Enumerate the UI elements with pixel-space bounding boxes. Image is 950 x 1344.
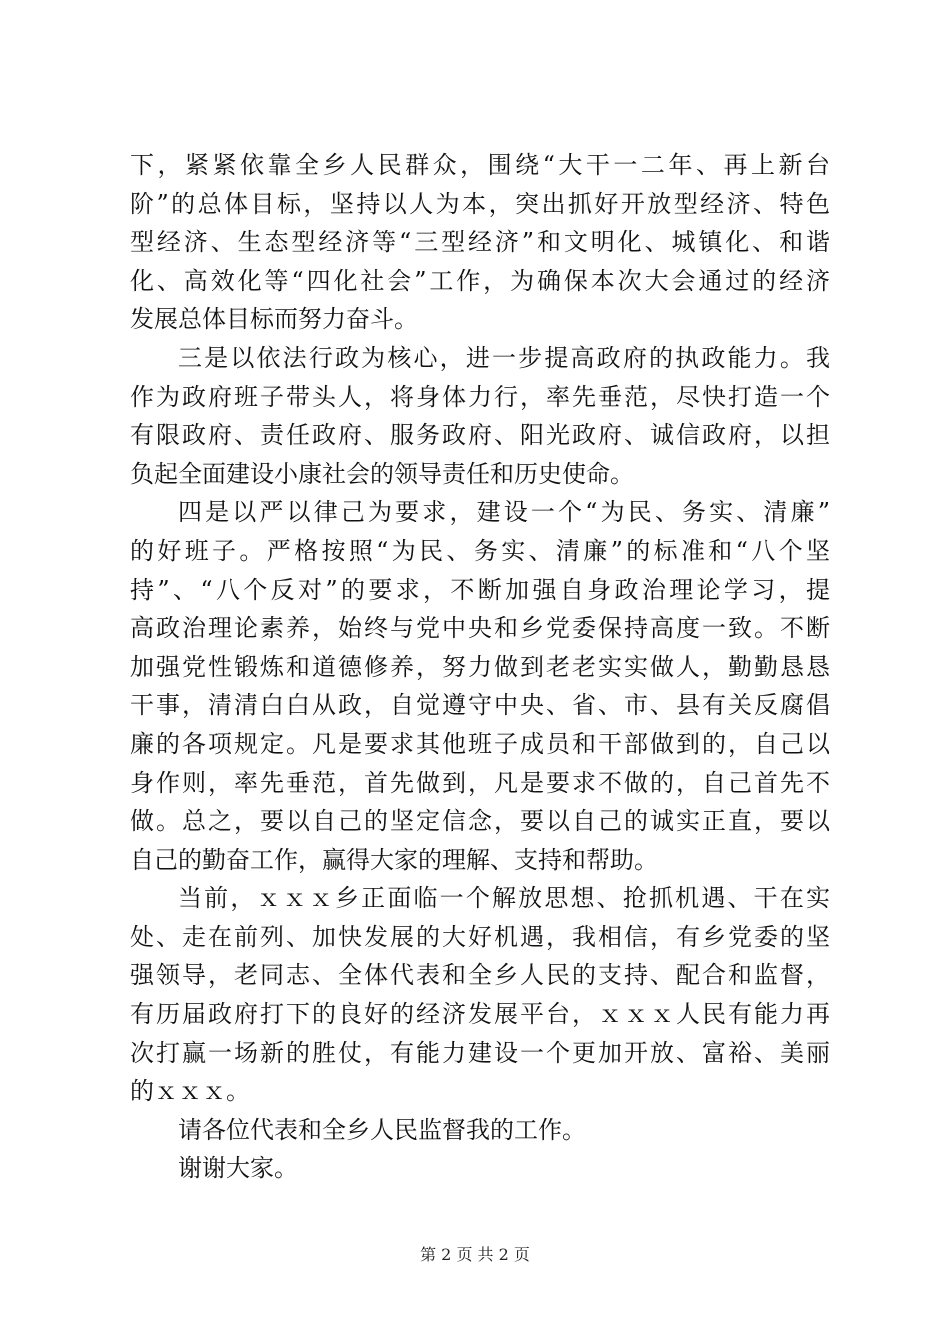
text-line: 干事，清清白白从政，自觉遵守中央、省、市、县有关反腐倡	[130, 691, 830, 720]
text-line: 作为政府班子带头人，将身体力行，率先垂范，尽快打造一个	[130, 382, 830, 411]
text-line: 做。总之，要以自己的坚定信念，要以自己的诚实正直，要以	[130, 807, 830, 836]
text-line: 型经济、生态型经济等“三型经济”和文明化、城镇化、和谐	[130, 228, 830, 257]
text-line: 发展总体目标而努力奋斗。	[130, 305, 418, 334]
page-footer: 第 2 页 共 2 页	[420, 1245, 530, 1264]
text-line: 次打赢一场新的胜仗，有能力建设一个更加开放、富裕、美丽	[130, 1038, 830, 1067]
text-line: 强领导，老同志、全体代表和全乡人民的支持、配合和监督，	[130, 961, 830, 990]
text-line: 的ｘｘｘ。	[130, 1077, 250, 1106]
text-line: 有限政府、责任政府、服务政府、阳光政府、诚信政府，以担	[130, 421, 830, 450]
text-line: 三是以依法行政为核心，进一步提高政府的执政能力。我	[178, 343, 830, 372]
text-line: 四是以严以律己为要求，建设一个“为民、务实、清廉”	[178, 498, 830, 527]
text-line: 有历届政府打下的良好的经济发展平台，ｘｘｘ人民有能力再	[130, 1000, 830, 1029]
text-line: 请各位代表和全乡人民监督我的工作。	[178, 1115, 586, 1144]
text-line: 的好班子。严格按照“为民、务实、清廉”的标准和“八个坚	[130, 536, 830, 565]
text-line: 谢谢大家。	[178, 1154, 298, 1183]
text-line: 负起全面建设小康社会的领导责任和历史使命。	[130, 459, 634, 488]
text-line: 化、高效化等“四化社会”工作，为确保本次大会通过的经济	[130, 266, 830, 295]
text-line: 身作则，率先垂范，首先做到，凡是要求不做的，自己首先不	[130, 768, 830, 797]
text-line: 加强党性锻炼和道德修养，努力做到老老实实做人，勤勤恳恳	[130, 652, 830, 681]
text-line: 处、走在前列、加快发展的大好机遇，我相信，有乡党委的坚	[130, 922, 830, 951]
text-line: 持”、“八个反对”的要求，不断加强自身政治理论学习，提	[130, 575, 830, 604]
text-line: 下，紧紧依靠全乡人民群众，围绕“大干一二年、再上新台	[130, 151, 830, 179]
text-line: 阶”的总体目标，坚持以人为本，突出抓好开放型经济、特色	[130, 189, 830, 218]
text-line: 廉的各项规定。凡是要求其他班子成员和干部做到的，自己以	[130, 729, 830, 758]
document-body	[130, 146, 830, 1188]
text-line: 自己的勤奋工作，赢得大家的理解、支持和帮助。	[130, 845, 658, 874]
text-line: 高政治理论素养，始终与党中央和乡党委保持高度一致。不断	[130, 614, 830, 643]
text-line: 当前，ｘｘｘ乡正面临一个解放思想、抢抓机遇、干在实	[178, 884, 830, 913]
